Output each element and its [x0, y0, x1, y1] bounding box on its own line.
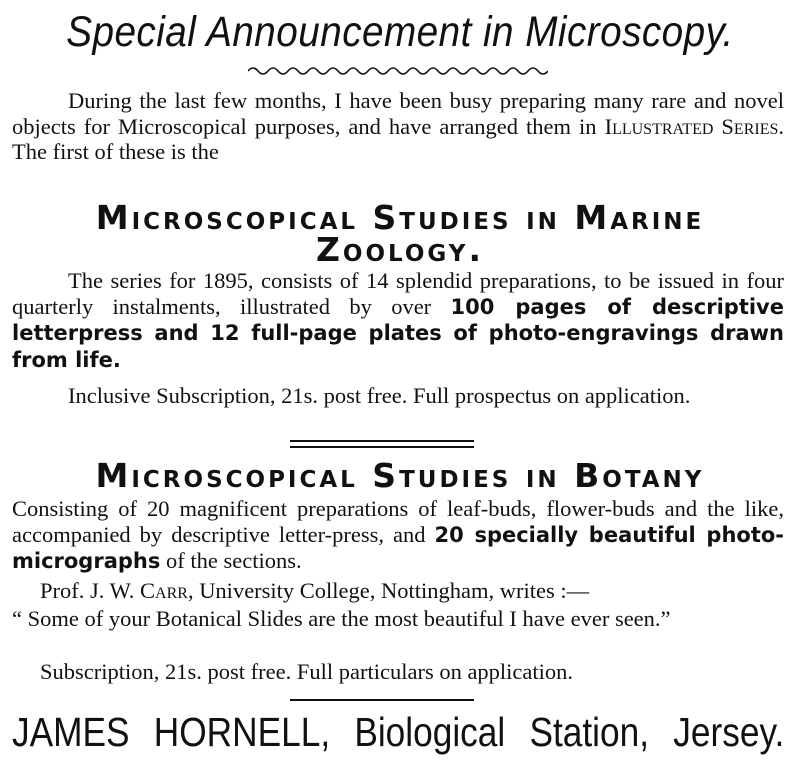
- ornamental-squiggle: [248, 64, 548, 78]
- botany-body-after: of the sections.: [160, 548, 302, 573]
- illustrated-series-label: Illustrated Series.: [604, 113, 784, 139]
- marine-heading: Microscopical Studies in Marine Zoology.: [95, 198, 705, 269]
- marine-body-bold: 100 pages of descriptive letterpress and 12 full-page plates of photo-engravings drawn from life.: [12, 294, 784, 372]
- botany-body-bold: 20 specially beautiful photo-micrographs: [12, 522, 785, 573]
- botany-body-text: Consisting of 20 magnificent preparations of leaf-buds, flower-buds and the like, accompanied by descriptive letter-press, and: [12, 496, 784, 547]
- intro-text-before: During the last few months, I have been busy preparing many rare and novel objects for Microscopical purposes, and have arranged them in: [12, 88, 784, 139]
- marine-body: [12, 268, 784, 373]
- quote-intro-suffix: , University College, Nottingham, writes :—: [187, 578, 590, 603]
- botany-body: [12, 496, 784, 575]
- quote-intro-prefix: Prof. J. W.: [40, 578, 141, 603]
- intro-text-after: The first of these is the: [12, 139, 219, 164]
- botany-subscription: Subscription, 21s. post free. Full particulars on application.: [40, 659, 574, 684]
- marine-subscription: Inclusive Subscription, 21s. post free. Full prospectus on application.: [68, 383, 691, 408]
- headline: Special Announcement in Microscopy.: [66, 8, 734, 56]
- double-rule-bottom: [290, 446, 474, 448]
- single-rule: [290, 699, 474, 701]
- intro-paragraph: [12, 88, 784, 165]
- botany-quote: “ Some of your Botanical Slides are the most beautiful I have ever seen.”: [12, 606, 671, 631]
- double-rule-top: [290, 440, 474, 442]
- quote-author-name: Carr: [140, 578, 188, 603]
- marine-body-text: The series for 1895, consists of 14 splendid preparations, to be issued in four quarterly instalments, illustrated by over: [12, 268, 784, 319]
- footer-address: JAMES HORNELL, Biological Station, Jersey.: [12, 709, 785, 755]
- botany-quote-intro: [12, 578, 784, 604]
- botany-heading: Microscopical Studies in Botany: [95, 456, 705, 495]
